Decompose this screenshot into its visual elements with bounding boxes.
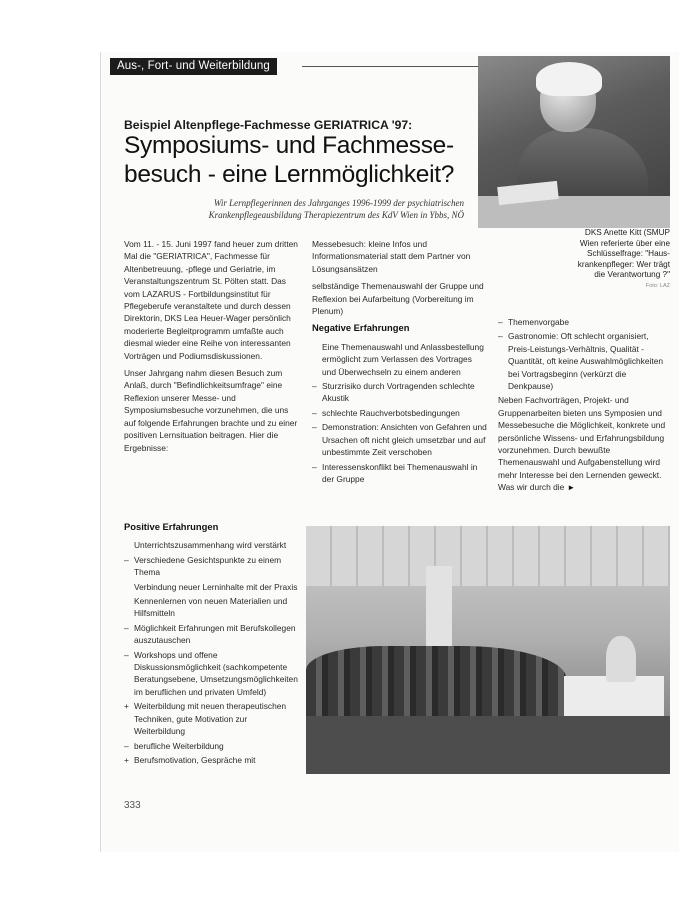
section-tag: Aus-, Fort- und Weiterbildung <box>110 58 277 75</box>
list-item: – berufliche Weiterbildung <box>124 740 300 752</box>
column-1 <box>124 238 300 459</box>
list-item: Kennenlernen von neuen Materialien und Hilfsmitteln <box>134 596 288 619</box>
caption-line: Wien referierte über eine <box>579 238 670 248</box>
negative-list <box>312 341 488 485</box>
list-item: – Möglichkeit Erfahrungen mit Berufskollegen auszutauschen <box>124 622 300 647</box>
photo-ceiling <box>306 526 670 586</box>
audience-photo <box>306 526 670 774</box>
list-item: – schlechte Rauchverbotsbedingungen <box>312 407 488 419</box>
headline-line: Symposiums- und Fachmesse- <box>124 132 454 159</box>
continue-arrow-icon: ► <box>567 483 576 493</box>
body-paragraph <box>498 394 668 494</box>
list-item: – Gastronomie: Oft schlecht organisiert, Preis-Leistungs-Verhältnis, Qualität - Quantität, oft keine Auswahlmöglichkeiten bei Vortragsbeginn (verkürzt die Denkpause) <box>498 330 668 392</box>
list-item: – Workshops und offene Diskussionsmöglichkeit (sachkompetente Beratungsebene, Umsetzungsmöglichkeiten im beruflichen und privaten Umfeld) <box>124 649 300 699</box>
column-3 <box>498 316 668 500</box>
column-4 <box>124 521 300 768</box>
article-kicker: Beispiel Altenpflege-Fachmesse GERIATRICA '97: <box>124 118 413 132</box>
speaker-photo <box>478 56 670 228</box>
list-item: – Sturzrisiko durch Vortragenden schlechte Akustik <box>312 380 488 405</box>
column-2 <box>312 238 488 487</box>
photo-audience <box>306 646 566 726</box>
list-item: Eine Themenauswahl und Anlassbestellung ermöglicht zum Verlassen des Vortrages und Überwechseln zu einem anderen <box>322 341 484 377</box>
negative-heading: Negative Erfahrungen <box>312 322 410 334</box>
list-item: Verbindung neuer Lerninhalte mit der Praxis <box>134 581 298 592</box>
photo-figure-hair <box>536 62 602 96</box>
negative-list-continued <box>498 316 668 392</box>
body-paragraph: selbständige Themenauswahl der Gruppe und Reflexion bei Aufarbeitung (Vorbereitung im Plenum) <box>312 281 484 317</box>
list-item: + Weiterbildung mit neuen therapeutischen Techniken, gute Motivation zur Weiterbildung <box>124 700 300 737</box>
photo-caption <box>496 228 670 292</box>
lead-line: Krankenpflegeausbildung Therapiezentrum des KdV Wien in Ybbs, NÖ <box>208 209 464 220</box>
caption-line: Schlüsselfrage: "Haus- <box>587 249 670 259</box>
photo-desk <box>564 676 664 716</box>
lead-line: Wir Lernpflegerinnen des Jahrganges 1996-1999 der psychiatrischen <box>213 198 464 208</box>
list-item: – Interessenskonflikt bei Themenauswahl in der Gruppe <box>312 461 488 486</box>
body-paragraph: Messebesuch: kleine Infos und Informationsmaterial statt dem Partner von Lösungsansätzen <box>312 239 471 274</box>
list-item: – Demonstration: Ansichten von Gefahren und Ursachen oft nicht gleich umsetzbar und auf unbestimmte Zeit verschoben <box>312 421 488 458</box>
photo-credit: Foto: LAZ <box>645 282 670 289</box>
list-item: Unterrichtszusammenhang wird verstärkt <box>134 540 287 551</box>
headline-line: besuch - eine Lernmöglichkeit? <box>124 161 455 188</box>
paragraph-text: Neben Fachvorträgen, Projekt- und Gruppenarbeiten bieten uns Symposien und Messebesuche die Möglichkeit, konkrete und persönliche Wissens- und Erfahrungsbildung vorzunehmen. Durch bewußte Themenauswahl und Aufgabenstellung wird mehr Interesse bei den Lernenden geweckt. Was wir durch die <box>498 395 666 493</box>
caption-line: DKS Anette Kitt (SMUP <box>584 228 670 237</box>
body-paragraph: Unser Jahrgang nahm diesen Besuch zum Anlaß, durch "Befindlichkeitsumfrage" eine Reflexion unserer Messe- und Symposiumsbesuche vorzunehmen, die uns auf folgende Erfahrungen brachte und zu einer positiven Lernsituation beitragen. Hier die Ergebnisse: <box>124 368 298 453</box>
article-headline <box>124 131 454 189</box>
page-number: 333 <box>124 800 141 811</box>
section-rule <box>302 66 478 67</box>
caption-line: krankenpfleger: Wer trägt <box>577 259 670 269</box>
positive-heading: Positive Erfahrungen <box>124 521 219 532</box>
list-item: – Verschiedene Gesichtspunkte zu einem Thema <box>124 554 300 579</box>
positive-list <box>124 539 300 766</box>
body-paragraph: Vom 11. - 15. Juni 1997 fand heuer zum dritten Mal die "GERIATRICA", Fachmesse für Altenbetreuung, -pflege und Geriatrie, im Veranstaltungszentrum St. Pölten statt. Das vom LAZARUS - Fortbildungsinstitut für Pflegeberufe veranstaltete und durch dessen Direktorin, DKS Lea Heuer-Wager persönlich moderierte Begleitprogramm umfaßte auch diesmal wieder eine Reihe von interessanten Vorträgen und Podiumsdiskussionen. <box>124 239 298 361</box>
list-item: + Berufsmotivation, Gespräche mit <box>124 754 300 766</box>
article-lead <box>128 198 464 221</box>
caption-line: die Verantwortung ?" <box>594 270 670 280</box>
list-item: – Themenvorgabe <box>498 316 668 328</box>
photo-speaker <box>606 636 636 682</box>
photo-floor <box>306 716 670 774</box>
